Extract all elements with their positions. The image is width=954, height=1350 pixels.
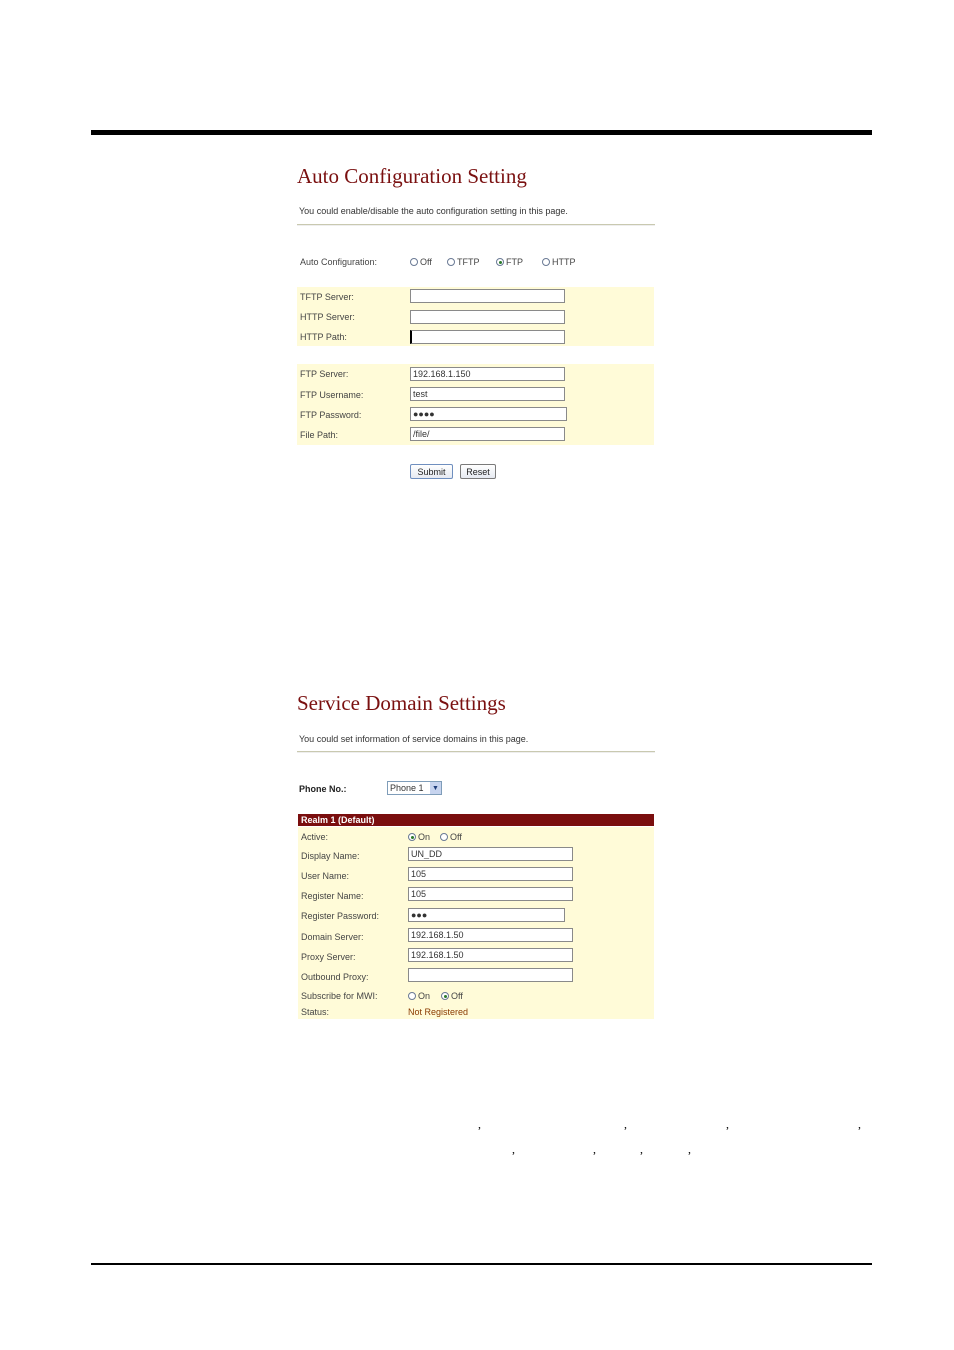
proxy-server-input[interactable] <box>408 948 573 962</box>
mode-ftp-radio[interactable] <box>496 257 523 267</box>
register-password-input[interactable] <box>408 908 565 922</box>
reset-button[interactable]: Reset <box>460 464 496 479</box>
mode-off-radio-dot[interactable] <box>410 258 418 266</box>
bottom-rule <box>91 1263 872 1265</box>
mode-off-label: Off <box>420 257 432 267</box>
mwi-off-radio[interactable] <box>441 991 463 1001</box>
auto-config-divider <box>297 224 655 226</box>
mode-tftp-radio[interactable] <box>447 257 480 267</box>
text-comma: , <box>640 1142 643 1156</box>
mode-http-radio[interactable] <box>542 257 576 267</box>
text-comma: , <box>688 1142 691 1156</box>
outbound-proxy-label: Outbound Proxy: <box>301 972 369 982</box>
phone-select[interactable] <box>387 781 442 795</box>
mwi-off-radio-dot[interactable] <box>441 992 449 1000</box>
tftp-server-label: TFTP Server: <box>300 292 354 302</box>
register-name-input[interactable] <box>408 887 573 901</box>
http-path-label: HTTP Path: <box>300 332 347 342</box>
ftp-server-input[interactable] <box>410 367 565 381</box>
active-off-label: Off <box>450 832 462 842</box>
mode-http-radio-dot[interactable] <box>542 258 550 266</box>
active-label: Active: <box>301 832 329 842</box>
service-domain-description: You could set information of service domains in this page. <box>299 734 529 744</box>
mode-off-radio[interactable] <box>410 257 432 267</box>
subscribe-mwi-label: Subscribe for MWI: <box>301 991 378 1001</box>
active-off-radio[interactable] <box>440 832 462 842</box>
ftp-username-input[interactable] <box>410 387 565 401</box>
text-comma: , <box>624 1117 627 1131</box>
active-on-radio[interactable] <box>408 832 430 842</box>
domain-server-label: Domain Server: <box>301 932 364 942</box>
active-on-label: On <box>418 832 431 842</box>
domain-server-input[interactable] <box>408 928 573 942</box>
register-password-label: Register Password: <box>301 911 380 921</box>
service-domain-title: Service Domain Settings <box>297 691 506 715</box>
file-path-label: File Path: <box>300 430 339 440</box>
user-name-label: User Name: <box>301 871 350 881</box>
chevron-down-icon[interactable]: ▼ <box>430 782 441 794</box>
status-value: Not Registered <box>408 1007 469 1017</box>
top-rule <box>91 130 872 135</box>
submit-button[interactable]: Submit <box>410 464 453 479</box>
register-name-label: Register Name: <box>301 891 364 901</box>
status-label: Status: <box>301 1007 330 1017</box>
text-comma: , <box>512 1142 515 1156</box>
text-comma: , <box>478 1117 481 1131</box>
mode-ftp-label: FTP <box>506 257 523 267</box>
text-comma: , <box>726 1117 729 1131</box>
proxy-server-label: Proxy Server: <box>301 952 356 962</box>
phone-no-label: Phone No.: <box>299 784 347 794</box>
mwi-on-radio-dot[interactable] <box>408 992 416 1000</box>
ftp-username-label: FTP Username: <box>300 390 364 400</box>
phone-select-value: Phone 1 <box>390 783 424 793</box>
auto-config-description: You could enable/disable the auto configuration setting in this page. <box>299 206 568 216</box>
outbound-proxy-input[interactable] <box>408 968 573 982</box>
ftp-server-label: FTP Server: <box>300 369 349 379</box>
text-comma: , <box>593 1142 596 1156</box>
user-name-input[interactable] <box>408 867 573 881</box>
mode-http-label: HTTP <box>552 257 576 267</box>
file-path-input[interactable] <box>410 427 565 441</box>
service-domain-divider <box>297 751 655 753</box>
http-path-input[interactable] <box>410 330 565 344</box>
mwi-on-radio[interactable] <box>408 991 430 1001</box>
mwi-on-label: On <box>418 991 431 1001</box>
realm-header: Realm 1 (Default) <box>298 814 654 826</box>
auto-config-title: Auto Configuration Setting <box>297 164 527 188</box>
mwi-off-label: Off <box>451 991 463 1001</box>
auto-config-mode-label: Auto Configuration: <box>300 257 378 267</box>
text-comma: , <box>858 1117 861 1131</box>
mode-tftp-radio-dot[interactable] <box>447 258 455 266</box>
active-on-radio-dot[interactable] <box>408 833 416 841</box>
ftp-password-label: FTP Password: <box>300 410 362 420</box>
mode-ftp-radio-dot[interactable] <box>496 258 504 266</box>
http-server-label: HTTP Server: <box>300 312 355 322</box>
http-server-input[interactable] <box>410 310 565 324</box>
active-off-radio-dot[interactable] <box>440 833 448 841</box>
tftp-server-input[interactable] <box>410 289 565 303</box>
mode-tftp-label: TFTP <box>457 257 480 267</box>
ftp-password-input[interactable] <box>410 407 567 421</box>
display-name-label: Display Name: <box>301 851 360 861</box>
display-name-input[interactable] <box>408 847 573 861</box>
